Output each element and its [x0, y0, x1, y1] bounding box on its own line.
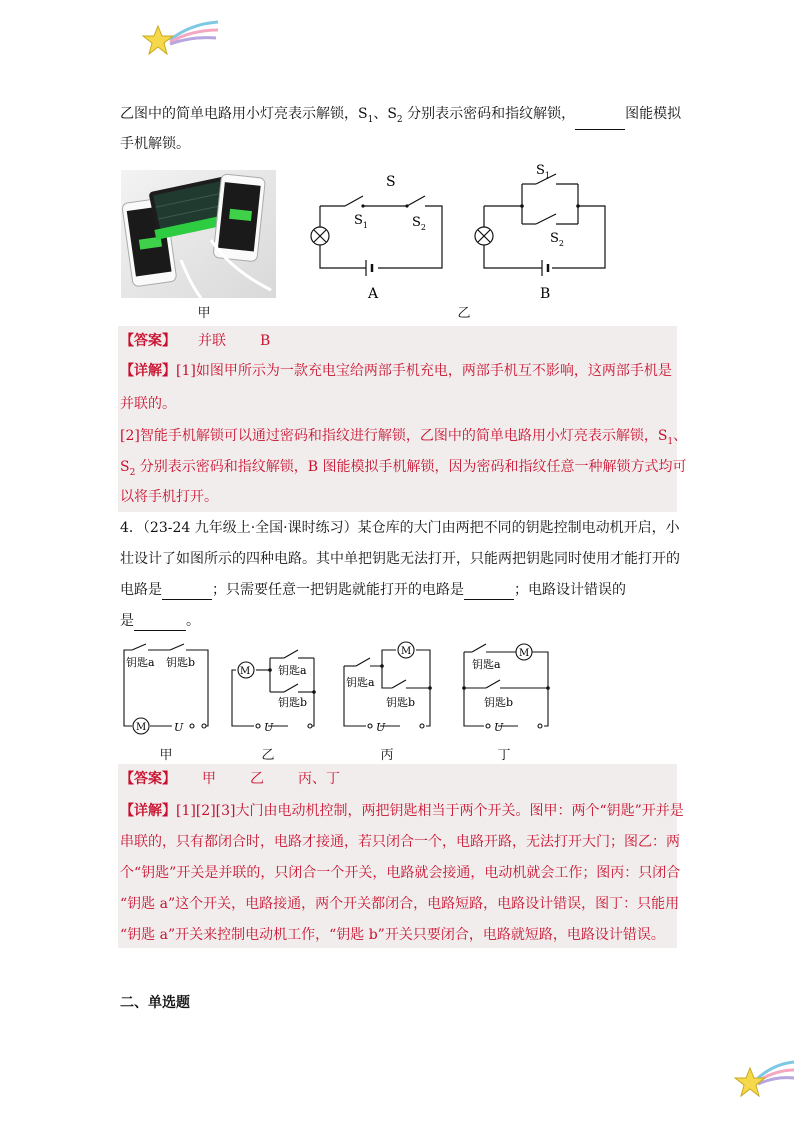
- q3-answer-box: [118, 326, 677, 512]
- circuit-ding-diagram: [458, 636, 558, 742]
- switch-s-label: S: [386, 174, 396, 190]
- q4-detail-5: “钥匙 a”开关来控制电动机工作，“钥匙 b”开关只要闭合，电路就短路，电路设计错误。: [120, 927, 665, 943]
- q4-line-1: 4．（23-24 九年级上·全国·课时练习）某仓库的大门由两把不同的钥匙控制电动机开启，小: [120, 520, 680, 536]
- q3-detail-2: 并联的。: [120, 396, 176, 412]
- q4-line-3: 电路是 ；只需要任意一把钥匙就能打开的电路是 ；电路设计错误的: [120, 582, 626, 598]
- q4-detail-2: 串联的，只有都闭合时，电路才接通，若只闭合一个，电路开路，无法打开大门；图乙：两: [120, 834, 680, 850]
- q3-answer: 【答案】 并联 B: [120, 333, 271, 349]
- section-heading: 二、单选题: [120, 995, 190, 1011]
- answer-blank[interactable]: [134, 614, 186, 631]
- q4-answer-box: [118, 764, 680, 948]
- q3-detail-3: [2]智能手机解锁可以通过密码和指纹进行解锁，乙图中的简单电路用小灯亮表示解锁，$S_1$、: [120, 428, 688, 447]
- switch-s2-label: $S_2$: [412, 215, 426, 232]
- q3-line-2: 手机解锁。: [120, 136, 190, 152]
- caption-bing: 丙: [380, 748, 394, 763]
- svg-text:U: U: [494, 721, 504, 734]
- switch-s1-label: $S_1$: [354, 213, 368, 230]
- shooting-star-icon: [140, 18, 220, 62]
- answer-blank[interactable]: [575, 113, 625, 130]
- svg-text:钥匙a: 钥匙a: [126, 656, 155, 669]
- circuit-yi-diagram: [228, 640, 328, 742]
- q4-line-2: 壮设计了如图所示的四种电路。其中单把钥匙无法打开，只能两把钥匙同时使用才能打开的: [120, 551, 680, 567]
- q4-answer: 【答案】 甲 乙 丙、丁: [120, 771, 340, 787]
- svg-text:钥匙b: 钥匙b: [386, 696, 416, 709]
- svg-text:M: M: [240, 666, 251, 677]
- svg-text:M: M: [136, 722, 147, 733]
- svg-text:M: M: [401, 646, 412, 657]
- q3-detail-4: $S_2$ 分别表示密码和指纹解锁，B 图能模拟手机解锁，因为密码和指纹任意一种解锁方式均可: [120, 459, 687, 478]
- q3-detail-1: 【详解】[1]如图甲所示为一款充电宝给两部手机充电，两部手机互不影响，这两部手机是: [120, 363, 672, 379]
- svg-text:钥匙b: 钥匙b: [278, 696, 308, 709]
- q3-detail-5: 以将手机打开。: [120, 489, 218, 505]
- q3-line-1: 乙图中的简单电路用小灯亮表示解锁，$S_1$、$S_2$ 分别表示密码和指纹解锁， 图能模拟: [120, 104, 681, 130]
- svg-text:S2: $S_2$: [550, 231, 564, 248]
- power-bank-photo: [121, 170, 276, 298]
- figure-caption-jia: 甲: [197, 306, 211, 321]
- svg-text:钥匙a: 钥匙a: [472, 658, 501, 671]
- caption-jia: 甲: [159, 748, 173, 763]
- figure-caption-yi: 乙: [457, 306, 471, 321]
- svg-text:U: U: [376, 721, 386, 734]
- svg-text:U: U: [174, 721, 184, 734]
- circuit-a-diagram: [300, 168, 450, 303]
- answer-blank[interactable]: [464, 583, 514, 600]
- shooting-star-icon: [732, 1058, 794, 1102]
- answer-blank[interactable]: [162, 583, 212, 600]
- q4-detail-3: 个“钥匙”开关是并联的，只闭合一个开关，电路就会接通，电动机就会工作；图丙：只闭合: [120, 865, 681, 881]
- caption-ding: 丁: [497, 748, 511, 763]
- circuit-jia-diagram: [118, 636, 218, 742]
- svg-text:钥匙a: 钥匙a: [278, 664, 307, 677]
- svg-text:S1: $S_1$: [536, 163, 550, 180]
- svg-text:M: M: [519, 648, 530, 659]
- svg-text:钥匙a: 钥匙a: [346, 676, 375, 689]
- svg-text:钥匙b: 钥匙b: [484, 696, 514, 709]
- circuit-bing-diagram: [340, 636, 440, 742]
- q4-line-4: 是 。: [120, 613, 200, 629]
- q4-detail-1: 【详解】[1][2][3]大门由电动机控制，两把钥匙相当于两个开关。图甲：两个“钥匙”开并是: [120, 803, 684, 819]
- caption-yi: 乙: [261, 748, 275, 763]
- circuit-b-label: B: [540, 286, 551, 302]
- circuit-b-diagram: [470, 158, 620, 303]
- svg-text:U: U: [264, 721, 274, 734]
- circuit-a-label: A: [368, 286, 379, 302]
- svg-text:钥匙b: 钥匙b: [166, 656, 196, 669]
- q4-detail-4: “钥匙 a”这个开关，电路接通，两个开关都闭合，电路短路，电路设计错误，图丁：只能用: [120, 896, 680, 912]
